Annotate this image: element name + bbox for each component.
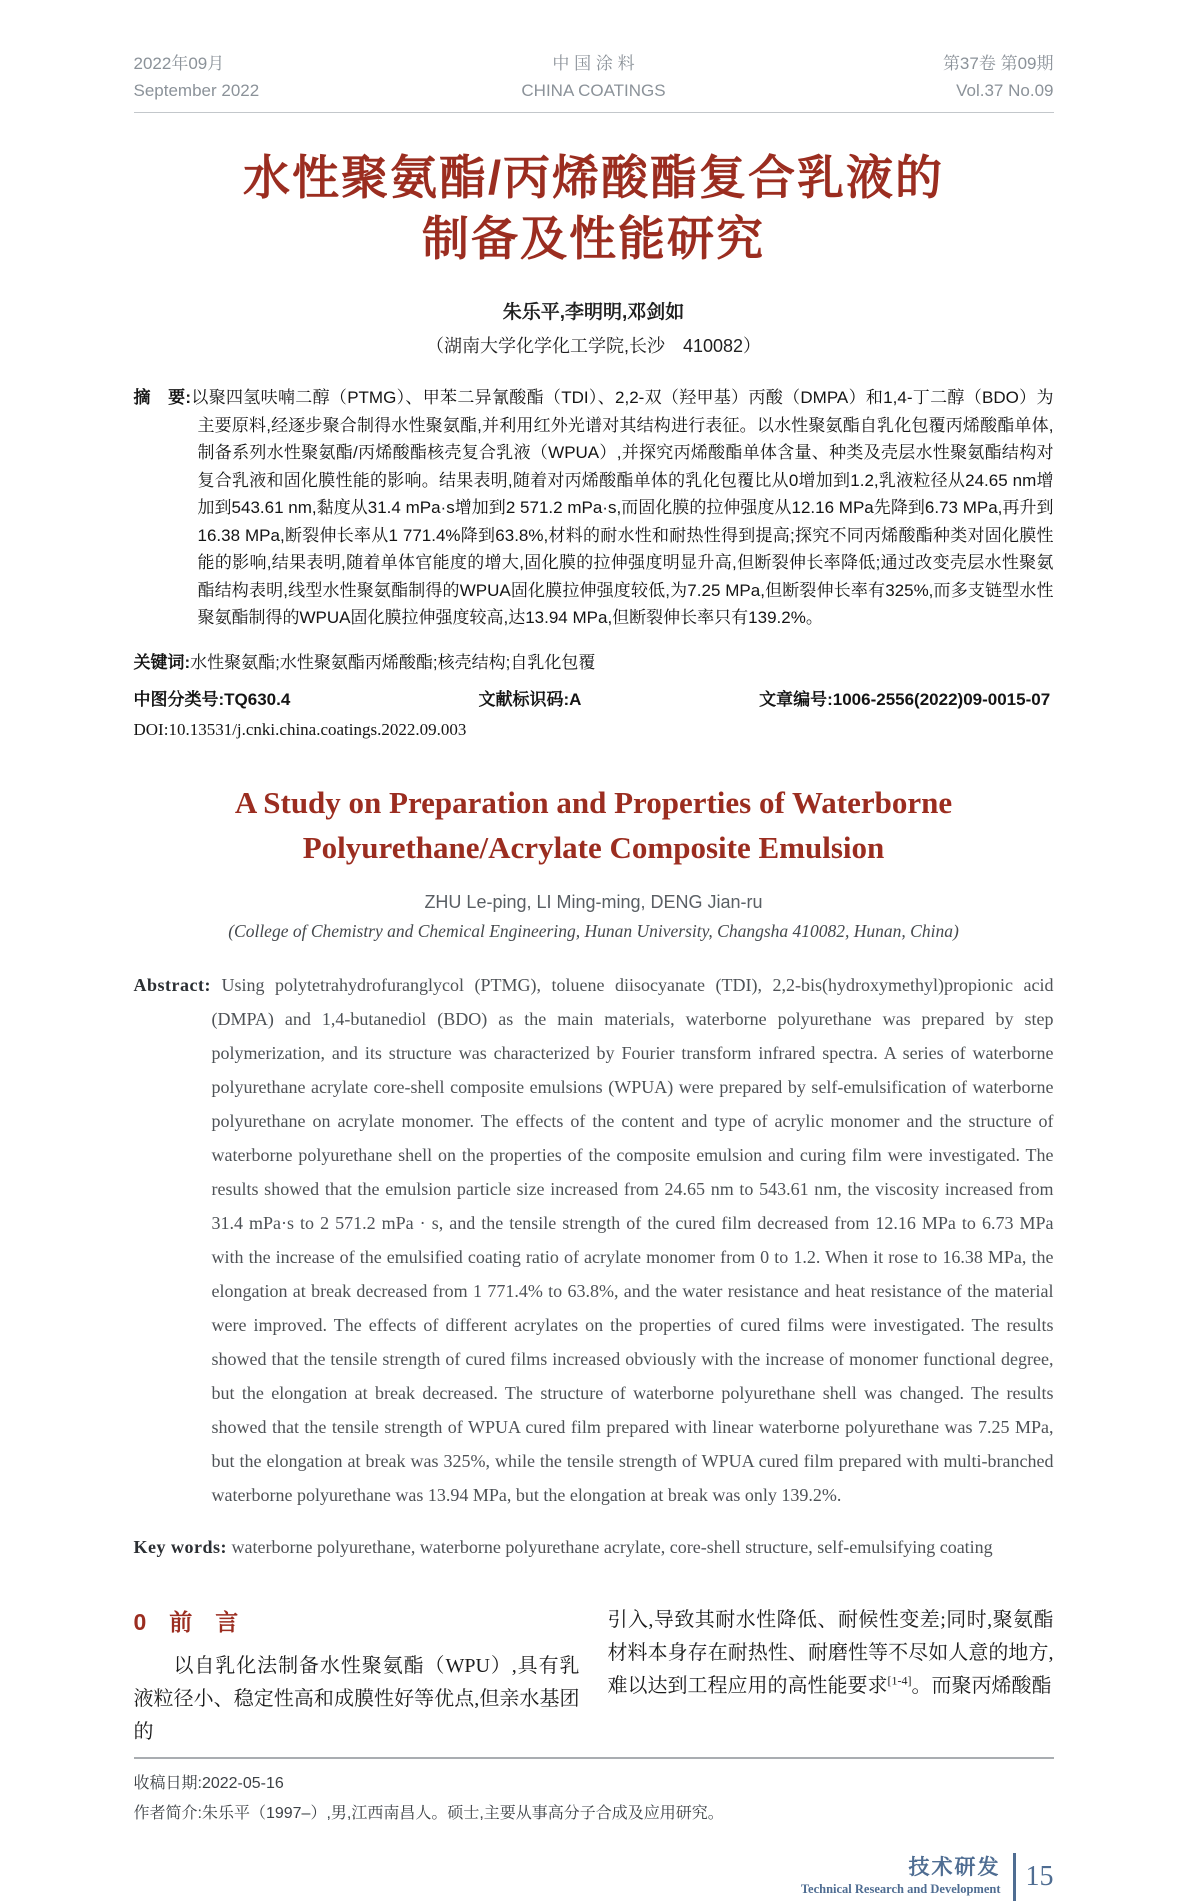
article-title-zh-line2: 制备及性能研究 [422,212,765,265]
citation-marker: [1-4] [887,1673,912,1688]
intro-right-text-after: 。而聚丙烯酸酯 [911,1675,1052,1697]
article-title-zh [134,147,1054,269]
section-label-zh: 技术研发 [908,1856,1001,1879]
intro-right-text: 引入,导致其耐水性降低、耐候性变差;同时,聚氨酯材料本身存在耐热性、耐磨性等不尽如人意的地方,难以达到工程应用的高性能要求 [607,1609,1054,1697]
intro-paragraph-left: 以自乳化法制备水性聚氨酯（WPU）,具有乳液粒径小、稳定性高和成膜性好等优点,但亲水基团的 [133,1655,580,1743]
article-page [134,0,1054,1901]
abstract-zh-text: 以聚四氢呋喃二醇（PTMG）、甲苯二异氰酸酯（TDI）、2,2-双（羟甲基）丙酸（DMPA）和1,4-丁二醇（BDO）为主要原料,经逐步聚合制得水性聚氨酯,并利用红外光谱对其结构进行表征。以水性聚氨酯自乳化包覆丙烯酸酯单体,制备系列水性聚氨酯/丙烯酸酯核壳复合乳液（WPUA）,并探究丙烯酸酯单体含量、种类及壳层水性聚氨酯结构对复合乳液和固化膜性能的影响。结果表明,随着对丙烯酸酯单体的乳化包覆比从0增加到1.2,乳液粒径从24.65 nm增加到543.61 nm,黏度从31.4 mPa·s增加到2 571.2 mPa·s,而固化膜的拉伸强度从12.16 MPa先降到6.73 MPa,再升到16.38 MPa,断裂伸长率从1 771.4%降到63.8%,材料的耐水性和耐热性得到提高;探究不同丙烯酸酯种类对固化膜性能的影响,结果表明,随着单体官能度的增大,固化膜的拉伸强度明显升高,但断裂伸长率降低;通过改变壳层水性聚氨酯结构表明,线型水性聚氨酯制得的WPUA固化膜拉伸强度较低,为7.25 MPa,但断裂伸长率有325%,而多支链型水性聚氨酯制得的WPUA固化膜拉伸强度较高,达13.94 MPa,但断裂伸长率只有139.2%。 [191,388,1054,627]
abstract-zh-label: 摘 要: [133,388,192,407]
journal-name-zh: 中 国 涂 料 [552,54,635,73]
clc-number: 中图分类号:TQ630.4 [133,690,291,709]
intro-right-column [608,1604,1054,1749]
authors-zh: 朱乐平,李明明,邓剑如 [502,302,685,323]
article-title-en-line1: A Study on Preparation and Properties of Waterborne [234,785,953,820]
abstract-en-text: Using polytetrahydrofuranglycol (PTMG), toluene diisocyanate (TDI), 2,2-bis(hydroxymethyl)propionic acid (DMPA) and 1,4-butanediol (BDO) as the main materials, waterborne polyurethane was prepared by step polymerization, and its structure was characterized by Fourier transform infrared spectra. A series of waterborne polyurethane acrylate core-shell composite emulsions (WPUA) were prepared by self-emulsification of waterborne polyurethane on acrylate monomer. The effects of the content and type of acrylic monomer and the structure of waterborne polyurethane shell on the properties of the composite emulsion and curing film were investigated. The results showed that the emulsion particle size increased from 24.65 nm to 543.61 nm, the viscosity increased from 31.4 mPa·s to 2 571.2 mPa · s, and the tensile strength of the cured film decreased from 12.16 MPa to 6.73 MPa with the increase of the emulsified coating ratio of acrylate monomer from 0 to 1.2. When it rose to 16.38 MPa, the elongation at break decreased from 1 771.4% to 63.8%, and the water resistance and heat resistance of the material were improved. The effects of different acrylates on the properties of cured films were investigated. The results showed that the tensile strength of cured films increased obviously with the increase of monomer functional degree, but the elongation at break decreased. The structure of waterborne polyurethane shell was changed. The results showed that the tensile strength of WPUA cured film prepared with linear waterborne polyurethane was 7.25 MPa, but the elongation at break was 325%, while the tensile strength of WPUA cured film prepared with multi-branched waterborne polyurethane was 13.94 MPa, but the elongation at break was only 139.2%. [211,975,1054,1505]
received-date: 收稿日期:2022-05-16 [133,1775,284,1792]
keywords-en-label: Key words: [133,1537,227,1557]
issue-en: Vol.37 No.09 [956,81,1054,100]
footnote-divider [134,1757,1054,1759]
author-bio: 作者简介:朱乐平（1997–）,男,江西南昌人。硕士,主要从事高分子合成及应用研究。 [133,1805,724,1822]
footer-divider [1013,1853,1016,1901]
section-label-en: Technical Research and Development [800,1882,1001,1896]
footnotes [134,1769,1054,1829]
masthead-issue [750,50,1054,104]
abstract-en-label: Abstract: [133,975,211,995]
journal-name-en: CHINA COATINGS [521,81,666,100]
doi: DOI:10.13531/j.cnki.china.coatings.2022.09.003 [133,720,467,739]
page-number: 15 [1025,1861,1054,1892]
issue-zh: 第37卷 第09期 [942,54,1054,73]
journal-masthead [134,50,1054,113]
section-label [801,1856,1001,1898]
keywords-zh-label: 关键词: [133,652,191,672]
intro-paragraph-right [608,1604,1054,1703]
article-id: 文章编号:1006-2556(2022)09-0015-07 [759,690,1051,709]
introduction-section [134,1604,1054,1749]
article-title-en-line2: Polyurethane/Acrylate Composite Emulsion [302,830,885,865]
classification-row [134,685,1054,710]
abstract-zh [134,384,1054,632]
masthead-date-zh: 2022年09月 [133,54,225,73]
keywords-en [134,1530,1054,1564]
masthead-date-en: September 2022 [133,81,260,100]
affiliation-zh: （湖南大学化学化工学院,长沙 410082） [425,336,762,356]
document-code: 文献标识码:A [478,690,582,709]
abstract-en [134,968,1054,1512]
article-title-en [134,780,1054,870]
keywords-zh [134,649,1054,677]
masthead-date [134,50,438,104]
masthead-journal-name [437,50,750,104]
affiliation-en: (College of Chemistry and Chemical Engineering, Hunan University, Changsha 410082, Hunan, China) [228,921,959,941]
keywords-en-text: waterborne polyurethane, waterborne polyurethane acrylate, core-shell structure, self-emulsifying coating [231,1537,993,1557]
page-footer [134,1853,1054,1901]
authors-en: ZHU Le-ping, LI Ming-ming, DENG Jian-ru [424,892,763,912]
intro-left-column [134,1604,580,1749]
article-title-zh-line1: 水性聚氨酯/丙烯酸酯复合乳液的 [242,151,945,204]
keywords-zh-text: 水性聚氨酯;水性聚氨酯丙烯酸酯;核壳结构;自乳化包覆 [190,652,596,672]
intro-heading: 0 前 言 [133,1609,239,1635]
